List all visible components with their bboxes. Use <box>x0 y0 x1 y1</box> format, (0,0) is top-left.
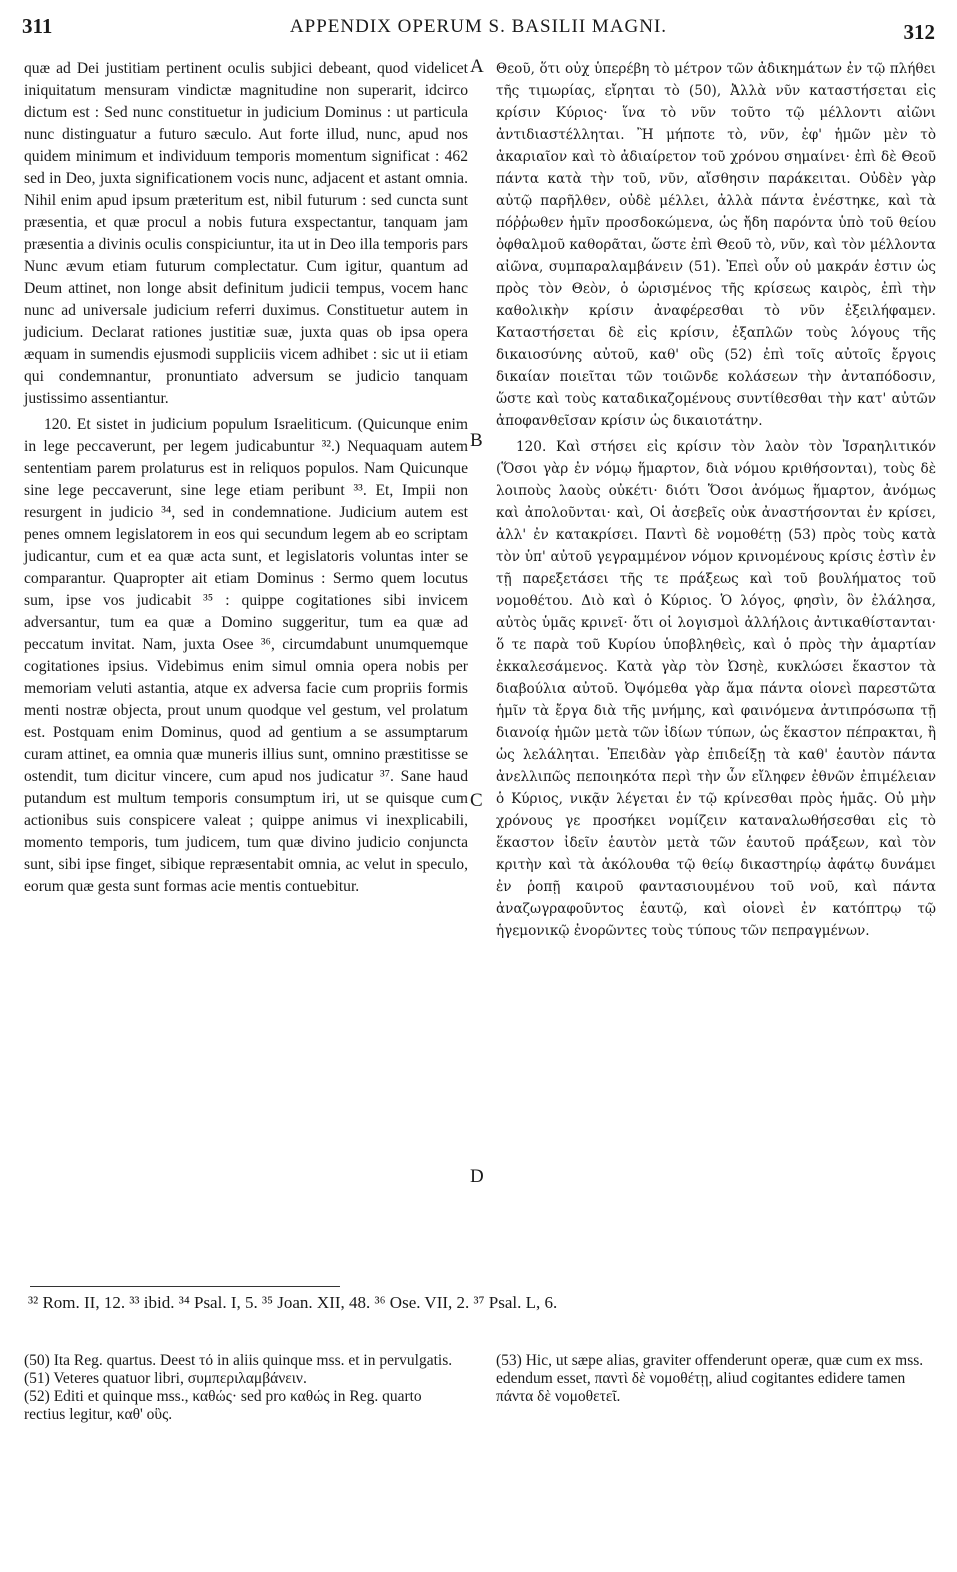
footnotes-left <box>24 1352 464 1424</box>
footnote: (50) Ita Reg. quartus. Deest τό in aliis quinque mss. et in pervulgatis. <box>24 1352 453 1369</box>
footnote: (51) Veteres quatuor libri, συμπεριλαμβάνειν. <box>24 1370 307 1387</box>
greek-column <box>496 58 936 942</box>
page-number-right: 312 <box>903 20 935 44</box>
footnote-divider <box>30 1286 340 1287</box>
greek-paragraph-1: Θεοῦ, ὅτι οὐχ ὑπερέβη τὸ μέτρον τῶν ἀδικημάτων ἐν τῷ πλήθει τῆς τιμωρίας, εἴρηται τὸ (50), Ἀλλὰ νῦν καταστήσεται εἰς κρίσιν Κύριος· ἵνα τὸ νῦν τοῦτο τῷ μέλλοντι αἰῶνι ἀντιδιαστέλληται. Ἢ μήποτε τὸ, νῦν, ἐφ' ἡμῶν μὲν τὸ ἀκαριαῖον καὶ τὸ ἀδιαίρετον τοῦ χρόνου σημαίνει· ἐπὶ δὲ Θεοῦ πάντα κατὰ τὴν τοῦ, νῦν, αἴσθησιν παράκειται. Οὐδὲν γὰρ αὐτῷ παρῆλθεν, οὐδὲ μέλλει, ἀλλὰ πάντα ἐνέστηκε, καὶ τὰ πόῤῥωθεν ἡμῖν προσδοκώμενα, ὡς ἤδη παρόντα ὑπὸ τοῦ θείου ὀφθαλμοῦ καθορᾶται, ὥστε ἐπὶ Θεοῦ τὸ, νῦν, καὶ τὸν μέλλοντα αἰῶνα, συμπαραλαμβάνειν (51). Ἐπεὶ οὖν οὐ μακράν ἐστιν ὡς πρὸς τὸν Θεὸν, ὁ ὡρισμένος τῆς κρίσεως καιρὸς, ἐπὶ τὴν καθολικὴν κρίσιν ἀναφέρεσθαι τὸ νῦν ἐξειλήφαμεν. Καταστήσεται δὲ εἰς κρίσιν, ἐξαπλῶν τοὺς λόγους τῆς δικαιοσύνης αὐτοῦ, καθ' οὓς (52) ἐπὶ τοῖς αὐτοῖς ἔργοις δικαίαν ποιεῖται τῶν τοιῶνδε κολάσεων τὴν ἀνταπόδοσιν, ὥστε καὶ τοὺς καταδικαζομένους συντίθεσθαι τὴν κατ' αὐτῶν ἀποφανθεῖσαν κρίσιν ὡς δικαιοτάτην. <box>496 61 936 429</box>
margin-marker-d: D <box>470 1166 484 1187</box>
margin-marker-c: C <box>470 790 483 811</box>
latin-paragraph-1: quæ ad Dei justitiam pertinent oculis subjici debeant, quod videlicet iniquitatum mensuram vindictæ magnitudine non superarit, idcirco dictum est : Sed nunc constituetur in judicium Dominus : ut particula nunc distinguatur a futuro sæculo. Aut forte illud, nunc, apud nos quidem minimum et individuum temporis momentum significat : 462 sed in Deo, juxta significationem vocis nunc, adjacent et astant omnia. Nihil enim apud ipsum præteritum est, nibil futurum : sed cuncta sunt præsentia, et quæ procul a nobis futura exspectantur, tanquam jam præsentia a divinis oculis conspiciuntur, ita ut in Deo illa temporis pars Nunc ævum etiam futurum complectatur. Cum igitur, quantum ad Deum attinet, non longe absit definitum judicii tempus, vocem hanc nunc ad universale judicium referri duximus. Constituetur autem in judicium. Declarat rationes justitiæ suæ, juxta quas ob ipsa opera æquam in sumendis ejusmodi suppliciis vicem adhibet : sic ut ii etiam qui condemnantur, pronuntiato adversum se judicio tanquam justissimo assentiantur. <box>24 60 468 407</box>
page-header <box>22 14 935 48</box>
footnotes-right <box>496 1352 936 1406</box>
latin-column <box>24 58 468 898</box>
footnote: (52) Editi et quinque mss., καθώς· sed pro καθώς in Reg. quarto rectius legitur, καθ' οὓς. <box>24 1388 422 1423</box>
latin-paragraph-2: 120. Et sistet in judicium populum Israeliticum. (Quicunque enim in lege peccaverunt, per legem judicabuntur ³².) Nequaquam autem sententiam parem prolaturus est in reliquos populos. Nam Quicunque sine lege peccaverunt, sine lege etiam peribunt ³³. Et, Impii non resurgent in judicio ³⁴, sed in condemnatione. Judicium autem est penes omnem legislatorem in eos qui secundum legem ab eo scriptam judicantur, cum et ea quæ acta sunt, et legislatoris voluntas inter se comparantur. Quapropter ait etiam Dominus : Sermo quem locutus sum, ipse vos judicabit ³⁵ : quippe cogitationes sibi invicem adversantur, tum ea quæ a Domino suggeritur, tum ea quæ ad peccatum invitat. Nam, juxta Osee ³⁶, circumdabunt unumquemque cogitationes ipsius. Videbimus enim simul omnia opera nobis per memoriam veluti astantia, atque ex adversa facie cum propriis formis menti nostræ objecta, prout unum quodque vel gestum, vel prolatum est. Postquam enim Dominus, quod ad gentium a se assumptarum curam attinet, ea omnia quæ muneris illius sunt, omnino præstitisse se ostendit, tum dicitur vincere, cum apud nos judicatur ³⁷. Sane haud putandum est multum temporis consumptum iri, ut se quisque cum actionibus suis conspicere valeat ; quippe animus vi inexplicabili, momento temporis, tum judicem, tum quæ divino judicio conjuncta sunt, sibi ipse finget, sibique repræsentabit omnia, ac velut in speculo, eorum quæ gesta sunt formas acie mentis contuebitur. <box>24 416 468 895</box>
greek-paragraph-2: 120. Καὶ στήσει εἰς κρίσιν τὸν λαὸν τὸν Ἰσραηλιτικόν (Ὅσοι γὰρ ἐν νόμῳ ἥμαρτον, διὰ νόμου κριθήσονται), τοὺς δὲ λοιποὺς λαοὺς οὐκέτι· διότι Ὅσοι ἀνόμως ἥμαρτον, ἀνόμως καὶ ἀπολοῦνται· καὶ, Οἱ ἀσεβεῖς οὐκ ἀναστήσονται ἐν κρίσει, ἀλλ' ἐν κατακρίσει. Παντὶ δὲ νομοθέτῃ (53) πρὸς τοὺς κατὰ τὸν ὑπ' αὐτοῦ γεγραμμένον νόμον κρινομένους κρίσις ἐστὶν ἐν τῇ παρεξετάσει τῆς τε πράξεως καὶ τοῦ βουλήματος τοῦ νομοθέτου. Διὸ καὶ ὁ Κύριος. Ὁ λόγος, φησὶν, ὃν ἐλάλησα, αὐτὸς ὑμᾶς κρινεῖ· ὅτι οἱ λογισμοὶ ἀλλήλοις ἀντικαθίστανται· ὅ τε παρὰ τοῦ Κυρίου ὑποβληθεὶς, καὶ ὁ πρὸς τὴν ἁμαρτίαν ἐκκαλεσάμενος. Κατὰ γὰρ τὸν Ὠσηὲ, κυκλώσει ἕκαστον τὰ διαβούλια αὐτοῦ. Ὀψόμεθα γὰρ ἅμα πάντα οἱονεὶ παρεστῶτα ἡμῖν τὰ ἔργα διὰ τῆς μνήμης, καὶ φαινόμενα ἀντιπρόσωπα τῇ διανοίᾳ ἡμῶν μετὰ τῶν ἰδίων τύπων, ὡς ἕκαστον πέπρακται, ἢ ὡς λελάληται. Ἐπειδὰν γὰρ ἐπιδείξῃ τὰ καθ' ἑαυτὸν πάντα ἀνελλιπῶς πεποιηκότα περὶ τὴν ὧν εἴληφεν ἐθνῶν ἐπιμέλειαν ὁ Κύριος, νικᾷν λέγεται ἐν τῷ κρίνεσθαι πρὸς ἡμᾶς. Οὐ μὴν χρόνους γε προσήκει νομίζειν καταναλωθήσεσθαι εἰς τὸ ἕκαστον ἰδεῖν ἑαυτὸν μετὰ τῶν ἑαυτοῦ πράξεων, καὶ τὸν κριτὴν καὶ τὰ ἀκόλουθα τῷ θείῳ δικαστηρίῳ ἀφάτῳ δυνάμει ἐν ῥοπῇ καιροῦ φαντασιουμένου τοῦ νοῦ, καὶ πάντα ἀναζωγραφοῦντος ἑαυτῷ, καὶ οἱονεὶ ἐν κατόπτρῳ τῷ ἡγεμονικῷ ἐνορῶντες τοὺς τύπους τῶν πεπραγμένων. <box>496 439 936 939</box>
margin-marker-b: B <box>470 430 483 451</box>
scripture-references: ³² Rom. II, 12. ³³ ibid. ³⁴ Psal. I, 5. ³⁵ Joan. XII, 48. ³⁶ Ose. VII, 2. ³⁷ Psal. L, 6. <box>28 1293 558 1312</box>
footnote: (53) Hic, ut sæpe alias, graviter offenderunt operæ, quæ cum ex mss. edendum esset, παντὶ δὲ νομοθέτῃ, aliud cogitantes edidere tamen πάντα δὲ νομοθετεῖ. <box>496 1352 924 1405</box>
margin-marker-a: A <box>470 56 484 77</box>
page-number-left: 311 <box>22 14 53 38</box>
running-title: APPENDIX OPERUM S. BASILII MAGNI. <box>289 16 668 37</box>
